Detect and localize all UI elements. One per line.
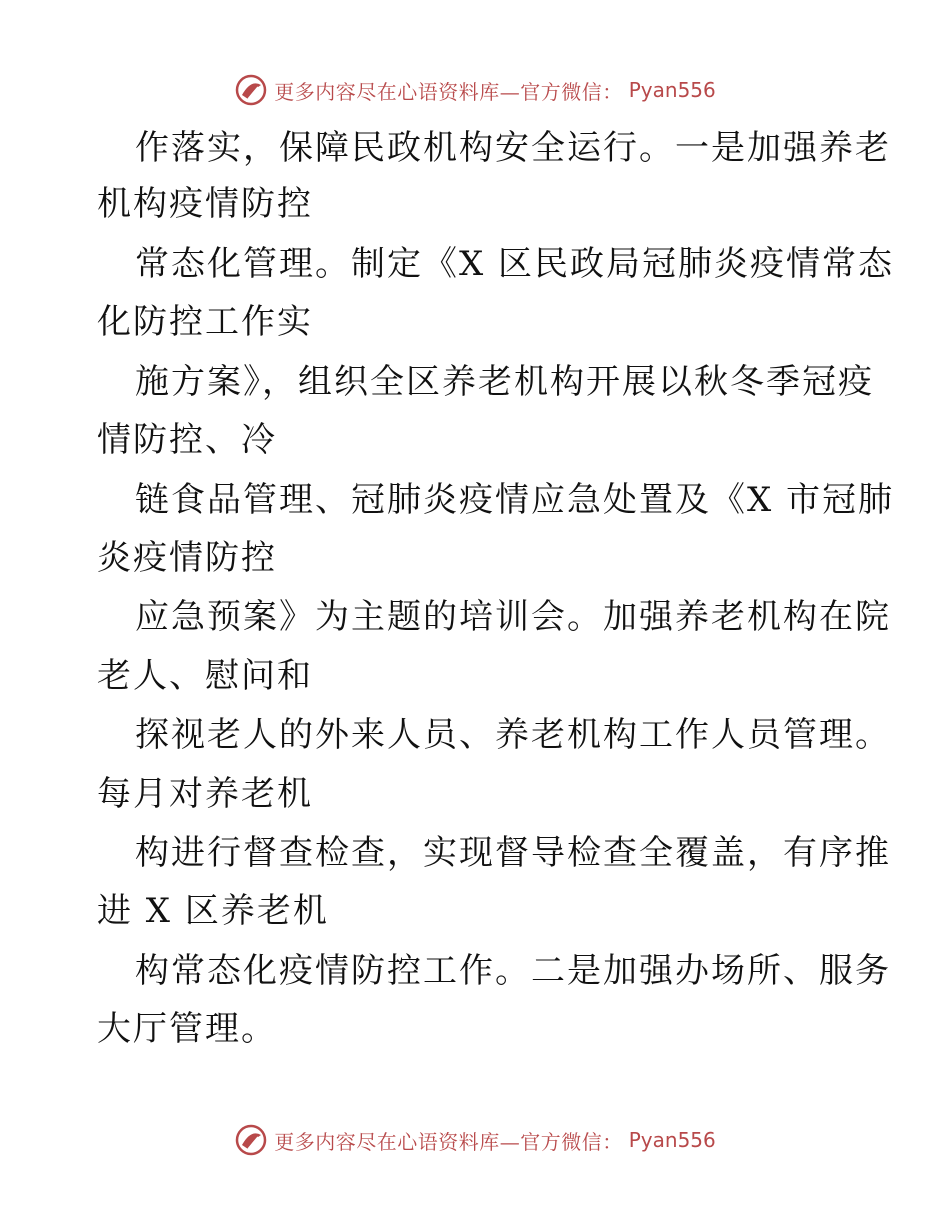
text-line: 施方案》，组织全区养老机构开展以秋冬季冠疫: [135, 362, 874, 402]
text-line: 情防控、冷: [97, 420, 277, 460]
text-line: 常态化管理。制定《X 区民政局冠肺炎疫情常态: [135, 244, 895, 284]
watermark-text: 更多内容尽在心语资料库—官方微信：: [274, 1129, 623, 1154]
watermark-text: 更多内容尽在心语资料库—官方微信：: [274, 79, 623, 104]
text-line: 链食品管理、冠肺炎疫情应急处置及《X 市冠肺: [135, 480, 895, 520]
text-line: 构进行督查检查，实现督导检查全覆盖，有序推: [135, 833, 891, 873]
watermark-contact: Pyan556: [628, 1128, 716, 1152]
brand-logo-icon: [234, 73, 268, 107]
text-line: 老人、慰问和: [97, 656, 313, 696]
text-line: 化防控工作实: [97, 302, 313, 342]
watermark-contact: Pyan556: [628, 78, 716, 102]
text-line: 探视老人的外来人员、养老机构工作人员管理。: [135, 715, 891, 755]
text-line: 应急预案》为主题的培训会。加强养老机构在院: [135, 597, 891, 637]
text-line: 炎疫情防控: [97, 538, 277, 578]
footer-watermark: [0, 1120, 950, 1160]
text-line: 大厅管理。: [97, 1009, 277, 1049]
text-line: 作落实，保障民政机构安全运行。一是加强养老: [135, 128, 891, 168]
text-line: 机构疫情防控: [97, 184, 313, 224]
brand-logo-icon: [234, 1123, 268, 1157]
header-watermark: [0, 70, 950, 110]
text-line: 进 X 区养老机: [97, 891, 329, 931]
text-line: 构常态化疫情防控工作。二是加强办场所、服务: [135, 951, 891, 991]
text-line: 每月对养老机: [97, 774, 313, 814]
